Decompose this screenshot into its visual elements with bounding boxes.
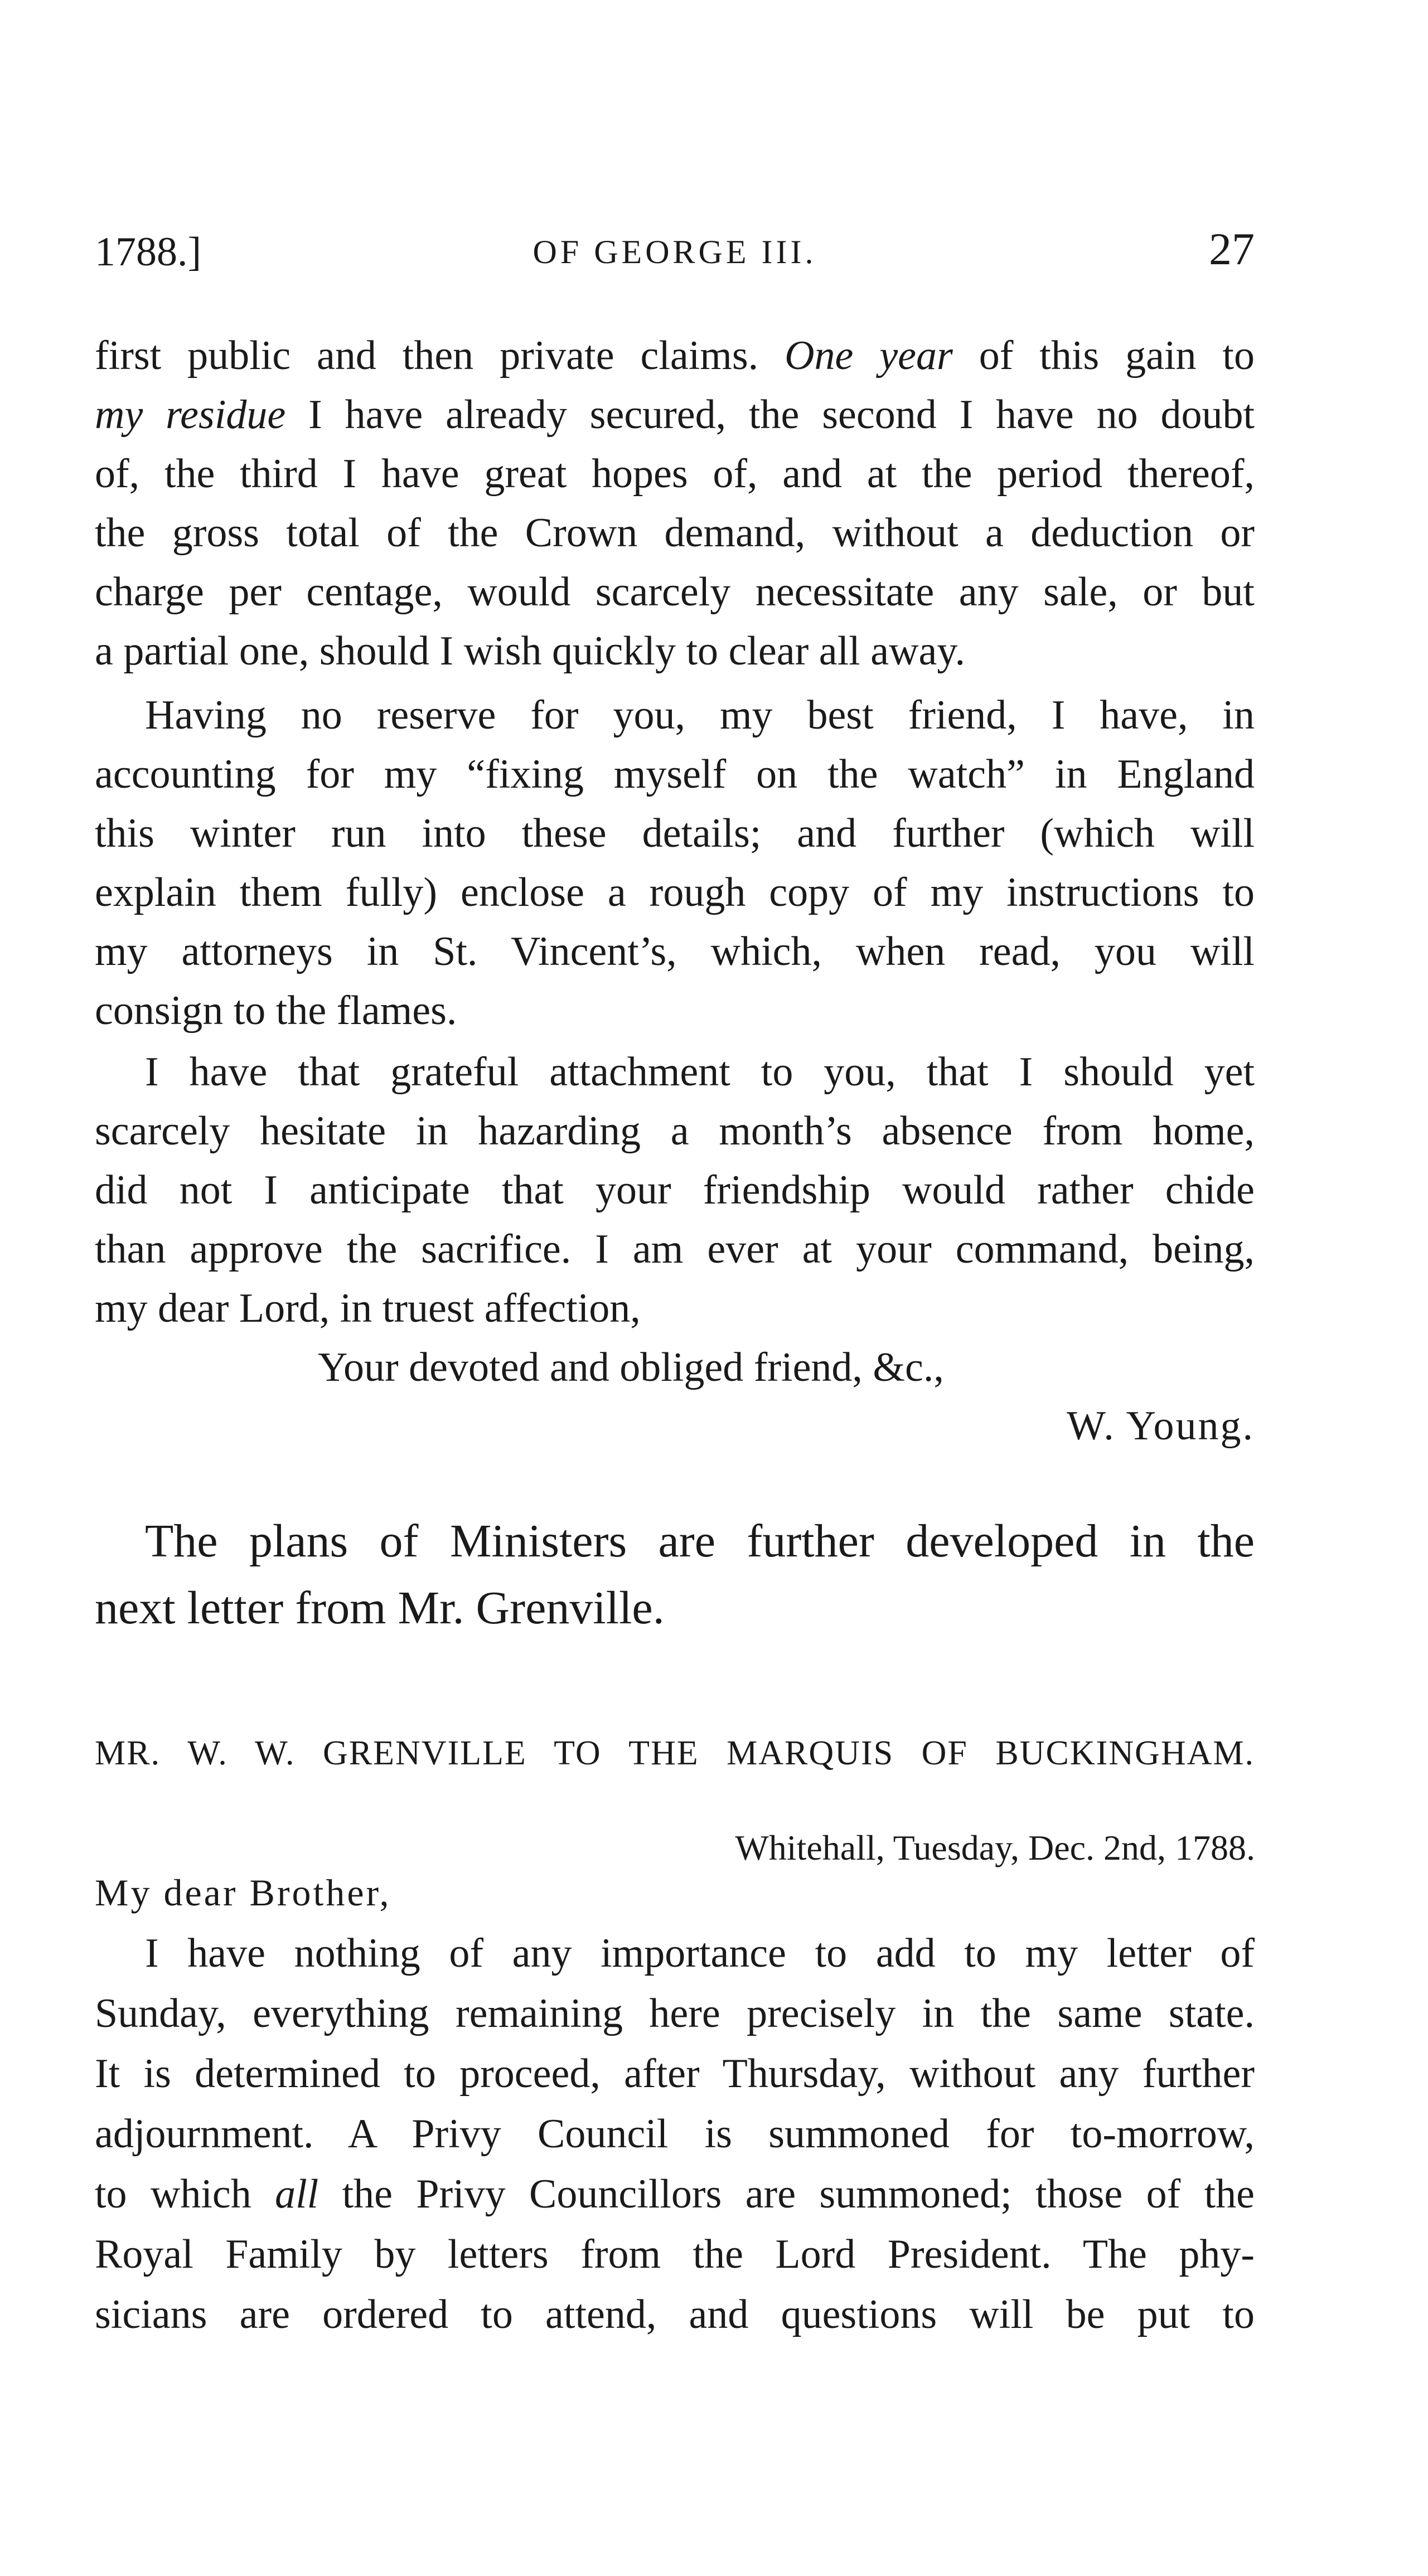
paragraph-1 [95, 326, 1255, 681]
paragraph-4-line: Sunday, everything remaining here precisely in the same state. [95, 1991, 1255, 2036]
text-run: first public and then private claims. [95, 333, 785, 379]
running-head-title: OF GEORGE III. [533, 234, 817, 270]
paragraph-3-line: than approve the sacrifice. I am ever at your command, being, [95, 1226, 1255, 1272]
letter-heading: MR. W. W. GRENVILLE TO THE MARQUIS OF BUCKINGHAM. [95, 1734, 1255, 1772]
paragraph-3-line: my dear Lord, in truest affection, [95, 1285, 641, 1331]
paragraph-1-line: a partial one, should I wish quickly to clear all away. [95, 628, 966, 674]
paragraph-2-line: this winter run into these details; and further (which will [95, 811, 1255, 856]
paragraph-3-line: I have that grateful attachment to you, that I should yet [145, 1049, 1255, 1095]
paragraph-2-line: accounting for my “fixing myself on the watch” in England [95, 751, 1255, 797]
paragraph-2 [95, 686, 1255, 1040]
text-run: to which [95, 2171, 275, 2217]
paragraph-2-line: my attorneys in St. Vincent’s, which, when read, you will [95, 929, 1255, 974]
paragraph-1-line [95, 326, 1255, 385]
running-head [95, 223, 1255, 284]
editorial-note [95, 1508, 1255, 1642]
italic-run: One year [785, 333, 953, 379]
paragraph-1-line: of, the third I have great hopes of, and at the period thereof, [95, 451, 1255, 497]
paragraph-4-line: It is determined to proceed, after Thursday, without any further [95, 2051, 1255, 2097]
paragraph-2-line: Having no reserve for you, my best friend, I have, in [145, 692, 1255, 738]
letter-dateline: Whitehall, Tuesday, Dec. 2nd, 1788. [735, 1828, 1255, 1867]
signature: W. Young. [1067, 1403, 1255, 1449]
paragraph-4 [95, 1923, 1255, 2345]
valediction: Your devoted and obliged friend, &c., [318, 1345, 944, 1390]
paragraph-3 [95, 1042, 1255, 1338]
text-run: the Privy Councillors are summoned; those of the [318, 2171, 1255, 2217]
paragraph-1-line: the gross total of the Crown demand, without a deduction or [95, 510, 1255, 556]
paragraph-2-line: explain them fully) enclose a rough copy of my instructions to [95, 870, 1255, 915]
page-number: 27 [1209, 224, 1255, 274]
running-head-year: 1788.] [95, 229, 202, 275]
paragraph-4-line: sicians are ordered to attend, and questions will be put to [95, 2292, 1255, 2337]
letter-salutation: My dear Brother, [95, 1871, 391, 1914]
paragraph-4-line: Royal Family by letters from the Lord President. The phy- [95, 2231, 1255, 2277]
paragraph-4-line [95, 2164, 1255, 2224]
paragraph-4-line: I have nothing of any importance to add to my letter of [145, 1930, 1255, 1976]
paragraph-4-line: adjournment. A Privy Council is summoned for to-morrow, [95, 2111, 1255, 2157]
paragraph-1-line: charge per centage, would scarcely necessitate any sale, or but [95, 569, 1255, 615]
editorial-note-line: next letter from Mr. Grenville. [95, 1582, 665, 1634]
text-run: I have already secured, the second I have no doubt [285, 392, 1255, 438]
italic-run: my residue [95, 392, 286, 438]
paragraph-3-line: scarcely hesitate in hazarding a month’s absence from home, [95, 1108, 1255, 1154]
paragraph-3-line: did not I anticipate that your friendship would rather chide [95, 1167, 1255, 1213]
italic-run: all [275, 2171, 319, 2217]
paragraph-1-line [95, 385, 1255, 444]
editorial-note-line: The plans of Ministers are further developed in the [145, 1515, 1255, 1567]
text-run: of this gain to [952, 333, 1255, 379]
paragraph-2-line: consign to the flames. [95, 988, 457, 1034]
